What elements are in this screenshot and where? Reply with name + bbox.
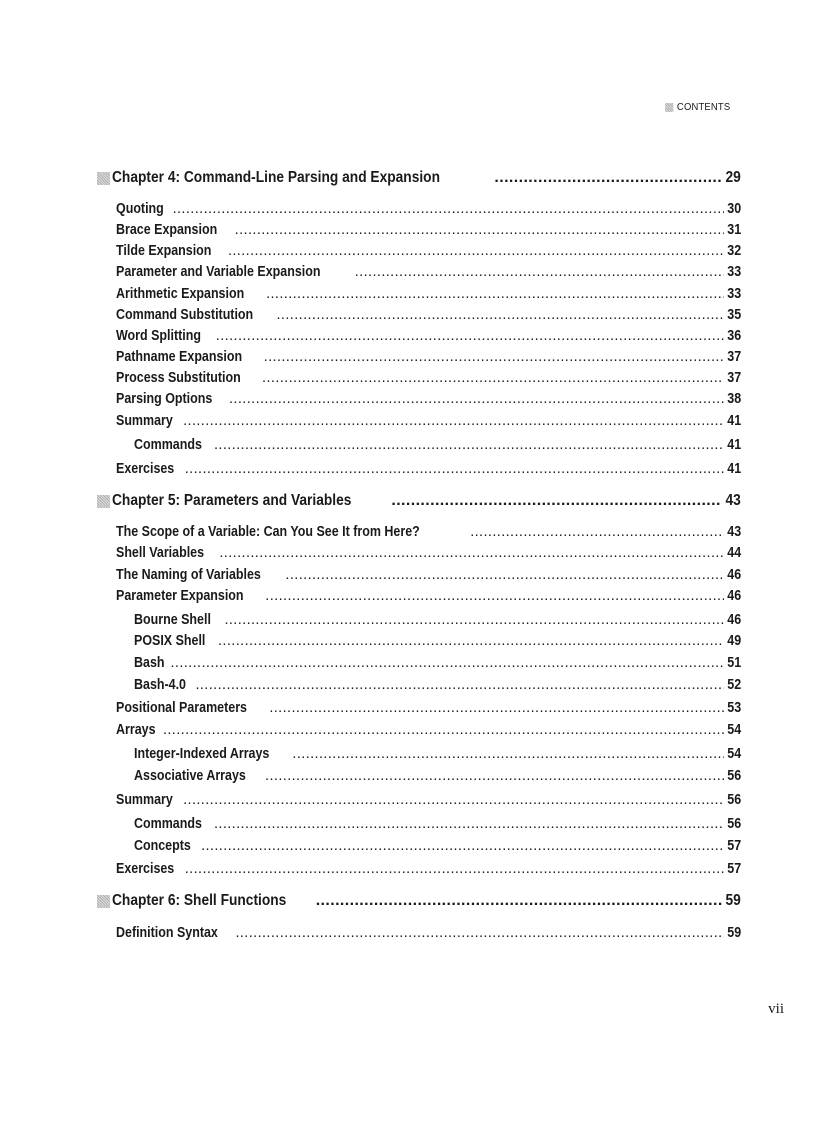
toc-chapter-page: 43: [725, 492, 741, 509]
toc-entry-page: 31: [727, 222, 741, 238]
dot-leader: [265, 767, 724, 785]
toc-chapter-title: Chapter 5: Parameters and Variables: [112, 492, 352, 509]
dot-leader: [470, 523, 724, 541]
dot-leader: [265, 587, 724, 605]
toc-chapter-4[interactable]: [97, 169, 741, 187]
toc-entry-title: Commands: [134, 437, 202, 453]
toc-entry-title: The Naming of Variables: [116, 567, 261, 583]
toc-entry[interactable]: [116, 721, 741, 739]
toc-entry-title: Bash-4.0: [134, 677, 186, 693]
toc-entry-page: 54: [727, 722, 741, 738]
dot-leader: [292, 745, 723, 763]
toc-entry[interactable]: [116, 306, 741, 324]
toc-entry[interactable]: [116, 860, 741, 878]
toc-chapter-page: 29: [725, 169, 741, 186]
dot-leader: [201, 837, 724, 855]
toc-entry-page: 57: [727, 861, 741, 877]
toc-entry[interactable]: [116, 544, 741, 562]
dot-leader: [235, 924, 723, 942]
toc-entry-title: Parsing Options: [116, 391, 213, 407]
toc-entry-page: 53: [727, 700, 741, 716]
toc-entry[interactable]: [116, 924, 741, 942]
dot-leader: [218, 632, 724, 650]
toc-entry-page: 46: [727, 567, 741, 583]
toc-entry-page: 38: [727, 391, 741, 407]
toc-chapter-title: Chapter 6: Shell Functions: [112, 892, 287, 909]
toc-entry[interactable]: [116, 263, 741, 281]
toc-entry-title: Pathname Expansion: [116, 349, 243, 365]
dot-leader: [266, 285, 724, 303]
dot-leader: [269, 699, 724, 717]
toc-subentry[interactable]: [134, 436, 741, 454]
toc-subentry[interactable]: [134, 745, 741, 763]
dot-leader: [185, 460, 724, 478]
dot-leader: [264, 348, 724, 366]
dot-leader: [355, 263, 724, 281]
toc-entry-page: 37: [727, 370, 741, 386]
toc-entry[interactable]: [116, 369, 741, 387]
toc-chapter-page: 59: [725, 892, 741, 909]
toc-entry-page: 30: [727, 201, 741, 217]
toc-entry-title: Tilde Expansion: [116, 243, 212, 259]
toc-entry-title: Associative Arrays: [134, 768, 246, 784]
chapter-marker-icon: [97, 172, 110, 185]
toc-entry-page: 46: [727, 588, 741, 604]
toc-entry-title: Integer-Indexed Arrays: [134, 746, 270, 762]
running-header: [665, 101, 730, 113]
toc-entry[interactable]: [116, 412, 741, 430]
toc-entry-title: Summary: [116, 413, 173, 429]
toc-entry[interactable]: [116, 791, 741, 809]
toc-subentry[interactable]: [134, 815, 741, 833]
toc-entry-title: Parameter Expansion: [116, 588, 244, 604]
toc-entry-title: Word Splitting: [116, 328, 201, 344]
toc-subentry[interactable]: [134, 767, 741, 785]
toc-entry[interactable]: [116, 460, 741, 478]
toc-entry[interactable]: [116, 327, 741, 345]
dot-leader: [183, 412, 724, 430]
dot-leader: [219, 544, 723, 562]
dot-leader: [228, 242, 724, 260]
toc-entry-page: 56: [727, 792, 741, 808]
toc-entry-title: Positional Parameters: [116, 700, 248, 716]
toc-subentry[interactable]: [134, 676, 741, 694]
dot-leader: [235, 221, 724, 239]
toc-entry-page: 36: [727, 328, 741, 344]
page-number: vii: [768, 1001, 784, 1017]
toc-entry-page: 33: [727, 286, 741, 302]
toc-entry-page: 41: [727, 437, 741, 453]
dot-leader: [285, 566, 723, 584]
dot-leader: [195, 676, 723, 694]
toc-entry-title: Brace Expansion: [116, 222, 218, 238]
toc-entry-page: 41: [727, 461, 741, 477]
toc-entry-title: Concepts: [134, 838, 191, 854]
dot-leader: [214, 436, 724, 454]
toc-entry-page: 52: [727, 677, 741, 693]
toc-entry-title: Exercises: [116, 461, 175, 477]
toc-entry[interactable]: [116, 523, 741, 541]
toc-entry-title: Summary: [116, 792, 173, 808]
dot-leader: [185, 860, 724, 878]
toc-entry-page: 44: [727, 545, 741, 561]
toc-entry-page: 33: [727, 264, 741, 280]
toc-entry-title: Definition Syntax: [116, 925, 218, 941]
section-marker-icon: [665, 103, 673, 112]
toc-entry-title: Parameter and Variable Expansion: [116, 264, 321, 280]
toc-entry-title: Shell Variables: [116, 545, 205, 561]
toc-entry[interactable]: [116, 587, 741, 605]
dot-leader: [277, 306, 724, 324]
toc-chapter-5[interactable]: [97, 492, 741, 510]
dot-leader: [214, 815, 724, 833]
toc-entry[interactable]: [116, 390, 741, 408]
toc-entry-title: Commands: [134, 816, 202, 832]
dot-leader: [262, 369, 724, 387]
toc-entry-title: Exercises: [116, 861, 175, 877]
toc-entry-page: 32: [727, 243, 741, 259]
dot-leader: [391, 492, 722, 510]
toc-subentry[interactable]: [134, 837, 741, 855]
toc-entry[interactable]: [116, 285, 741, 303]
toc-entry-title: POSIX Shell: [134, 633, 206, 649]
toc-entry-title: Arrays: [116, 722, 156, 738]
toc-entry-page: 49: [727, 633, 741, 649]
toc-subentry[interactable]: [134, 611, 741, 629]
toc-entry-page: 57: [727, 838, 741, 854]
dot-leader: [216, 327, 724, 345]
toc-entry-title: Arithmetic Expansion: [116, 286, 245, 302]
toc-entry-title: Process Substitution: [116, 370, 241, 386]
toc-entry-page: 37: [727, 349, 741, 365]
dot-leader: [229, 390, 724, 408]
dot-leader: [316, 892, 723, 910]
dot-leader: [163, 721, 724, 739]
toc-chapter-6[interactable]: [97, 892, 741, 910]
toc-entry-page: 46: [727, 612, 741, 628]
dot-leader: [173, 200, 724, 218]
dot-leader: [170, 654, 723, 672]
toc-entry[interactable]: [116, 699, 741, 717]
toc-entry-page: 35: [727, 307, 741, 323]
dot-leader: [183, 791, 724, 809]
toc-entry[interactable]: [116, 566, 741, 584]
toc-entry[interactable]: [116, 348, 741, 366]
dot-leader: [494, 169, 722, 187]
toc-entry-title: Command Substitution: [116, 307, 254, 323]
toc-subentry[interactable]: [134, 632, 741, 650]
toc-subentry[interactable]: [134, 654, 741, 672]
toc-entry-title: The Scope of a Variable: Can You See It from Here?: [116, 524, 420, 540]
toc-entry-title: Bash: [134, 655, 165, 671]
toc-entry[interactable]: [116, 221, 741, 239]
toc-entry-title: Quoting: [116, 201, 164, 217]
toc-entry[interactable]: [116, 242, 741, 260]
dot-leader: [224, 611, 723, 629]
toc-entry-page: 56: [727, 768, 741, 784]
toc-entry-page: 59: [727, 925, 741, 941]
toc-entry-title: Bourne Shell: [134, 612, 211, 628]
chapter-marker-icon: [97, 495, 110, 508]
toc-chapter-title: Chapter 4: Command-Line Parsing and Expansion: [112, 169, 440, 186]
running-header-label: CONTENTS: [676, 101, 730, 113]
toc-entry[interactable]: [116, 200, 741, 218]
toc-entry-page: 51: [727, 655, 741, 671]
toc-entry-page: 56: [727, 816, 741, 832]
toc-entry-page: 54: [727, 746, 741, 762]
chapter-marker-icon: [97, 895, 110, 908]
toc-entry-page: 43: [727, 524, 741, 540]
toc-entry-page: 41: [727, 413, 741, 429]
